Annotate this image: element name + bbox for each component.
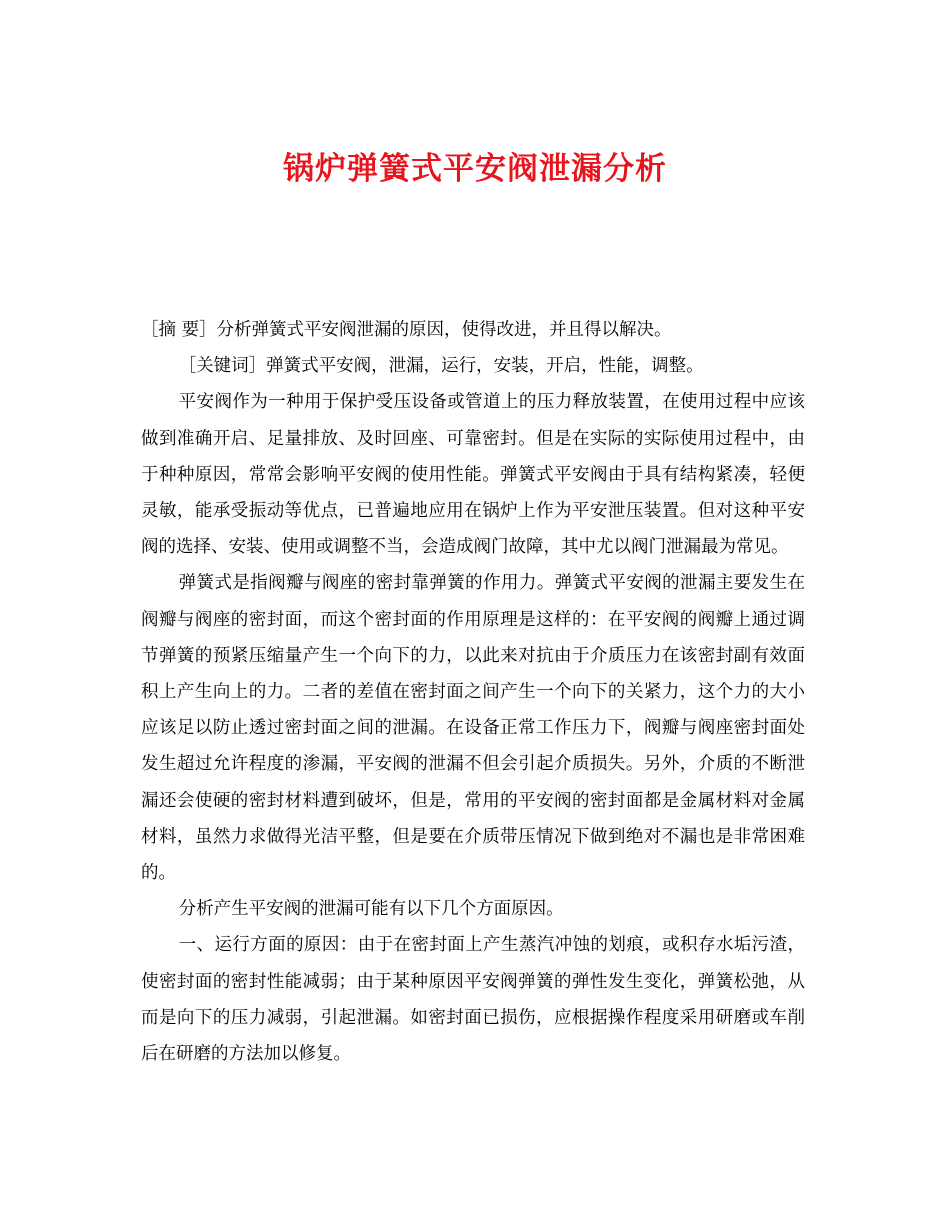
body-paragraph-2: 弹簧式是指阀瓣与阀座的密封靠弹簧的作用力。弹簧式平安阀的泄漏主要发生在阀瓣与阀座的密封面，而这个密封面的作用原理是这样的：在平安阀的阀瓣上通过调节弹簧的预紧压缩量产生一个向下的力，以此来对抗由于介质压力在该密封副有效面积上产生向上的力。二者的差值在密封面之间产生一个向下的关紧力，这个力的大小应该足以防止透过密封面之间的泄漏。在设备正常工作压力下，阀瓣与阀座密封面处发生超过允许程度的渗漏，平安阀的泄漏不但会引起介质损失。另外，介质的不断泄漏还会使硬的密封材料遭到破坏，但是，常用的平安阀的密封面都是金属材料对金属材料，虽然力求做得光洁平整，但是要在介质带压情况下做到绝对不漏也是非常困难的。	[141, 573, 805, 884]
keywords-paragraph: ［关键词］弹簧式平安阀，泄漏，运行，安装，开启，性能，调整。	[178, 356, 704, 377]
body-paragraph-1: 平安阀作为一种用于保护受压设备或管道上的压力释放装置，在使用过程中应该做到准确开启、足量排放、及时回座、可靠密封。但是在实际的实际使用过程中，由于种种原因，常常会影响平安阀的使用性能。弹簧式平安阀由于具有结构紧凑，轻便灵敏，能承受振动等优点，已普遍地应用在锅炉上作为平安泄压装置。但对这种平安阀的选择、安装、使用或调整不当，会造成阀门故障，其中尤以阀门泄漏最为常见。	[141, 392, 805, 558]
page-title: 锅炉弹簧式平安阀泄漏分析	[283, 150, 667, 187]
body-paragraph-4: 一、运行方面的原因：由于在密封面上产生蒸汽冲蚀的划痕，或积存水垢污渣，使密封面的密封性能减弱；由于某种原因平安阀弹簧的弹性发生变化，弹簧松弛，从而是向下的压力减弱，引起泄漏。如密封面已损伤，应根据操作程度采用研磨或车削后在研磨的方法加以修复。	[141, 935, 805, 1065]
abstract-paragraph: ［摘 要］分析弹簧式平安阀泄漏的原因，使得改进，并且得以解决。	[141, 320, 672, 340]
document-body	[141, 312, 805, 1072]
body-paragraph-3: 分析产生平安阀的泄漏可能有以下几个方面原因。	[178, 899, 564, 920]
